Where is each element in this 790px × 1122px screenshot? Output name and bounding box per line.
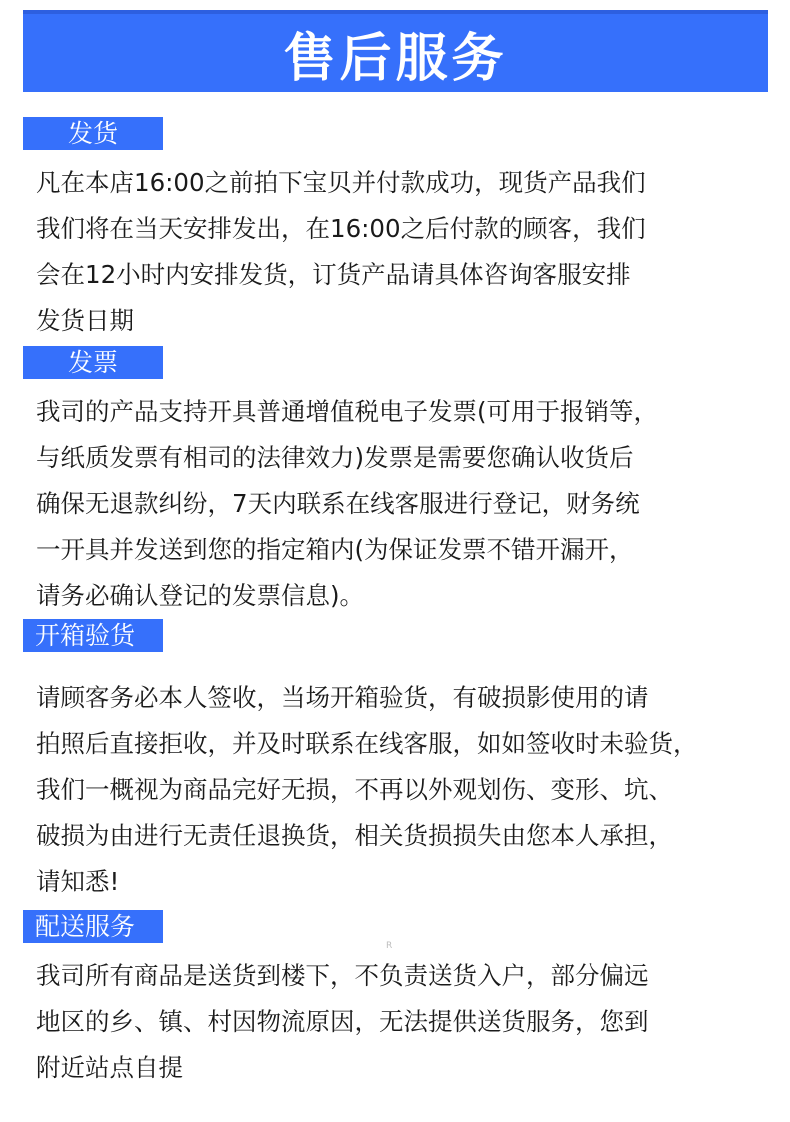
text-line: 我们一概视为商品完好无损，不再以外观划伤、变形、坑、 (36, 775, 673, 804)
section-text-delivery (36, 953, 788, 1091)
text-line: 地区的乡、镇、村因物流原因，无法提供送货服务，您到 (36, 1007, 649, 1036)
text-line: 拍照后直接拒收，并及时联系在线客服，如如签收时未验货， (36, 729, 698, 758)
text-line: 我司所有商品是送货到楼下，不负责送货入户，部分偏远 (36, 961, 649, 990)
text-line: 破损为由进行无责任退换货，相关货损损失由您本人承担， (36, 821, 673, 850)
section-label-invoice: 发票 (23, 346, 163, 379)
header-banner (23, 10, 768, 92)
text-line: 请知悉! (36, 867, 120, 896)
section-text-inspection (36, 675, 788, 905)
section-label-inspection: 开箱验货 (23, 619, 163, 652)
text-line: 确保无退款纠纷，7天内联系在线客服进行登记，财务统 (36, 489, 640, 518)
text-line: 请务必确认登记的发票信息)。 (36, 581, 365, 610)
text-line: 与纸质发票有相司的法律效力)发票是需要您确认收货后 (36, 443, 634, 472)
section-label-shipping: 发货 (23, 117, 163, 150)
text-line: 附近站点自提 (36, 1053, 183, 1082)
text-line: 一开具并发送到您的指定箱内(为保证发票不错开漏开， (36, 535, 634, 564)
text-line: 会在12小时内安排发货，订货产品请具体咨询客服安排 (36, 260, 631, 289)
text-line: 我司的产品支持开具普通增值税电子发票(可用于报销等， (36, 397, 659, 426)
section-label-delivery: 配送服务 (23, 910, 163, 943)
page-title: 售后服务 (283, 28, 508, 89)
section-text-shipping (36, 160, 788, 344)
text-line: 凡在本店16:00之前拍下宝贝并付款成功，现货产品我们 (36, 168, 646, 197)
section-text-invoice (36, 389, 788, 619)
text-line: 发货日期 (36, 306, 134, 335)
watermark-mark: R (386, 941, 393, 951)
text-line: 请顾客务必本人签收，当场开箱验货，有破损影使用的请 (36, 683, 649, 712)
text-line: 我们将在当天安排发出，在16:00之后付款的顾客，我们 (36, 214, 646, 243)
